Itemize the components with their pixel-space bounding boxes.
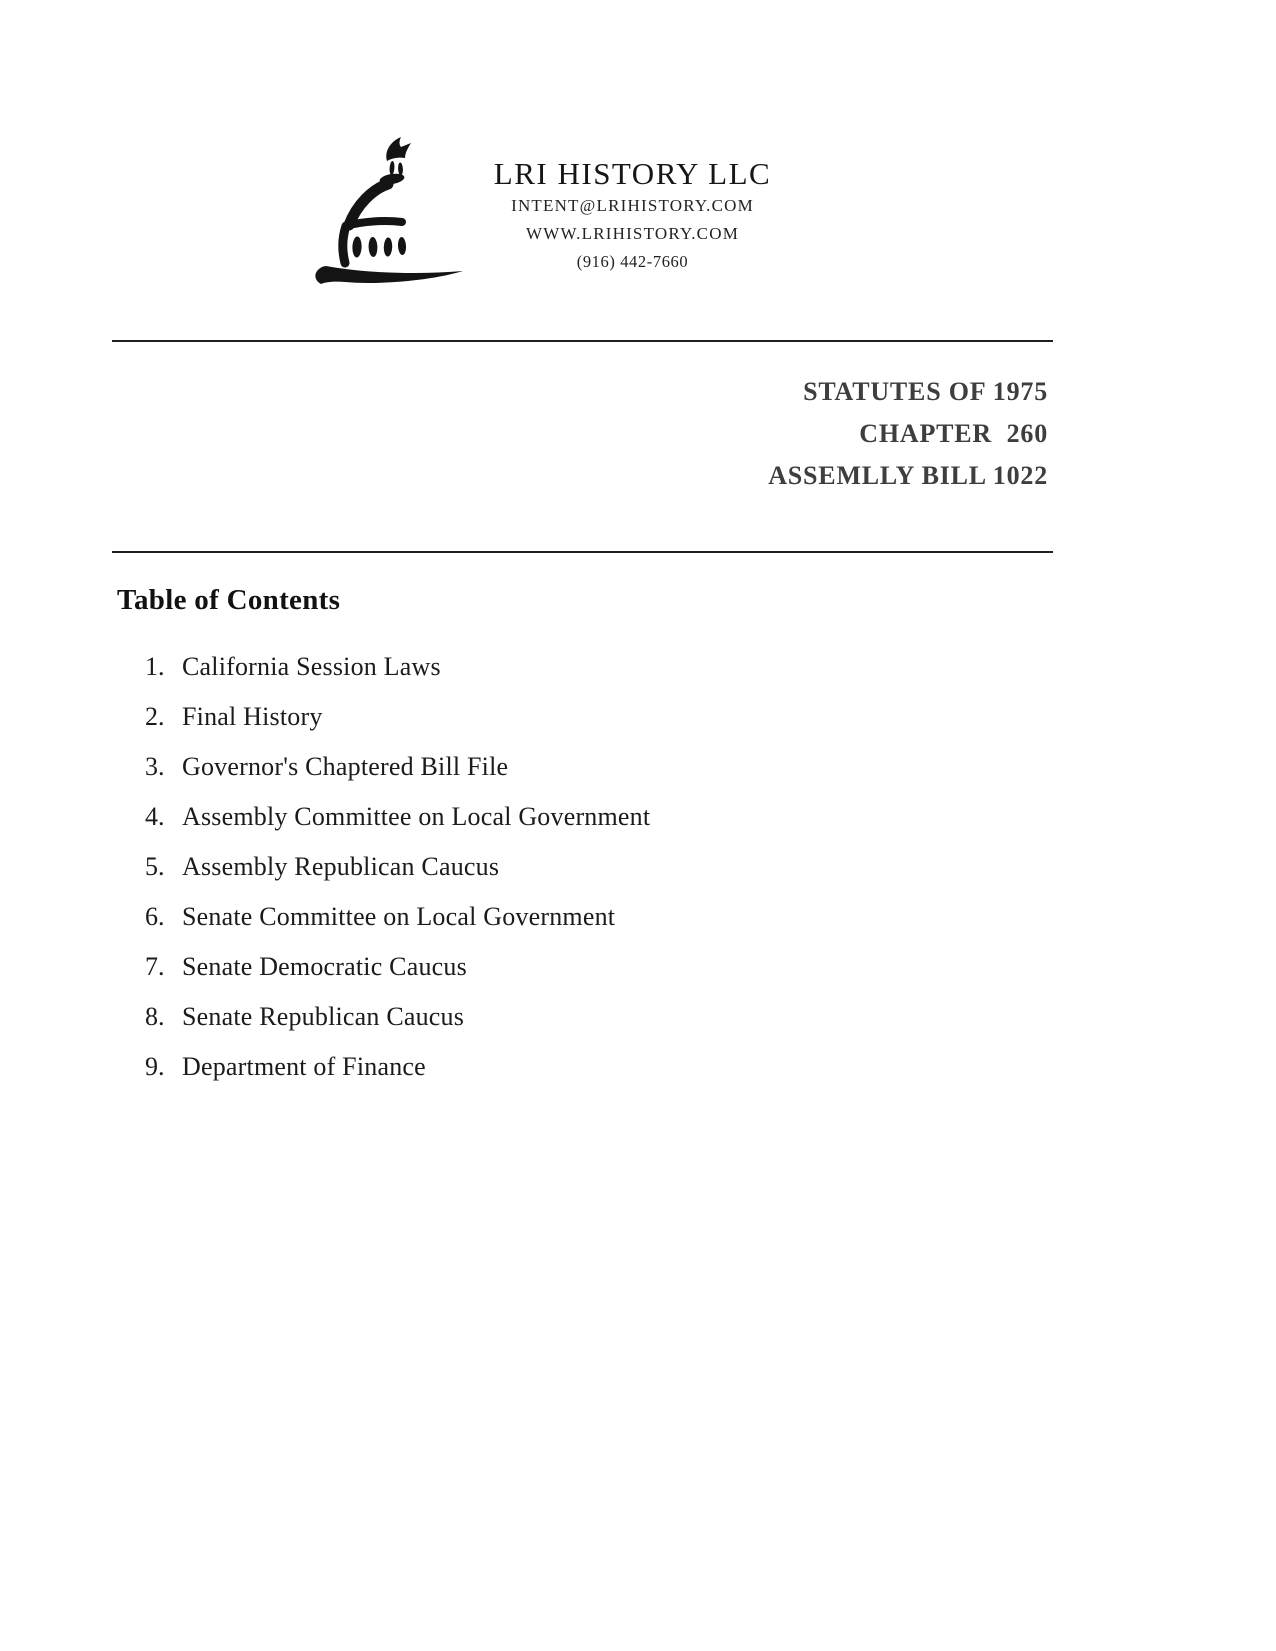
website-url: WWW.LRIHISTORY.COM: [525, 224, 740, 243]
toc-list: [145, 650, 945, 1100]
toc-item-label: Assembly Committee on Local Government: [182, 802, 651, 831]
toc-item-label: Governor's Chaptered Bill File: [182, 752, 509, 781]
toc-item: [145, 950, 945, 984]
toc-title: Table of Contents: [117, 584, 341, 616]
toc-item-number: 2.: [145, 702, 165, 731]
toc-item: [145, 750, 945, 784]
bill-line: ASSEMLLY BILL 1022: [768, 461, 1048, 490]
toc-item: [145, 1050, 945, 1084]
toc-item-number: 8.: [145, 1002, 165, 1031]
toc-item-number: 1.: [145, 652, 165, 681]
toc-item-label: Final History: [182, 702, 323, 731]
toc-item-number: 3.: [145, 752, 165, 781]
letterhead: [430, 156, 835, 276]
toc-item-number: 6.: [145, 902, 165, 931]
toc-item-label: Senate Committee on Local Government: [182, 902, 616, 931]
company-name: LRI HISTORY LLC: [493, 156, 772, 191]
toc-item-number: 4.: [145, 802, 165, 831]
divider-top: [112, 340, 1053, 342]
toc-item: [145, 850, 945, 884]
toc-item-number: 9.: [145, 1052, 165, 1081]
toc-item-label: Senate Democratic Caucus: [182, 952, 467, 981]
divider-bottom: [112, 551, 1053, 553]
toc-item-label: California Session Laws: [182, 652, 441, 681]
toc-item: [145, 900, 945, 934]
toc-item: [145, 800, 945, 834]
toc-item-label: Assembly Republican Caucus: [182, 852, 500, 881]
phone-number: (916) 442-7660: [576, 252, 689, 271]
email-address: INTENT@LRIHISTORY.COM: [511, 196, 754, 215]
toc-item-number: 7.: [145, 952, 165, 981]
chapter-line: CHAPTER 260: [859, 419, 1048, 448]
toc-item: [145, 1000, 945, 1034]
toc-item: [145, 700, 945, 734]
statutes-line: STATUTES OF 1975: [803, 377, 1048, 406]
toc-item-label: Senate Republican Caucus: [182, 1002, 465, 1031]
toc-item-label: Department of Finance: [182, 1052, 426, 1081]
toc-item-number: 5.: [145, 852, 165, 881]
case-caption: [768, 371, 1048, 497]
toc-item: [145, 650, 945, 684]
